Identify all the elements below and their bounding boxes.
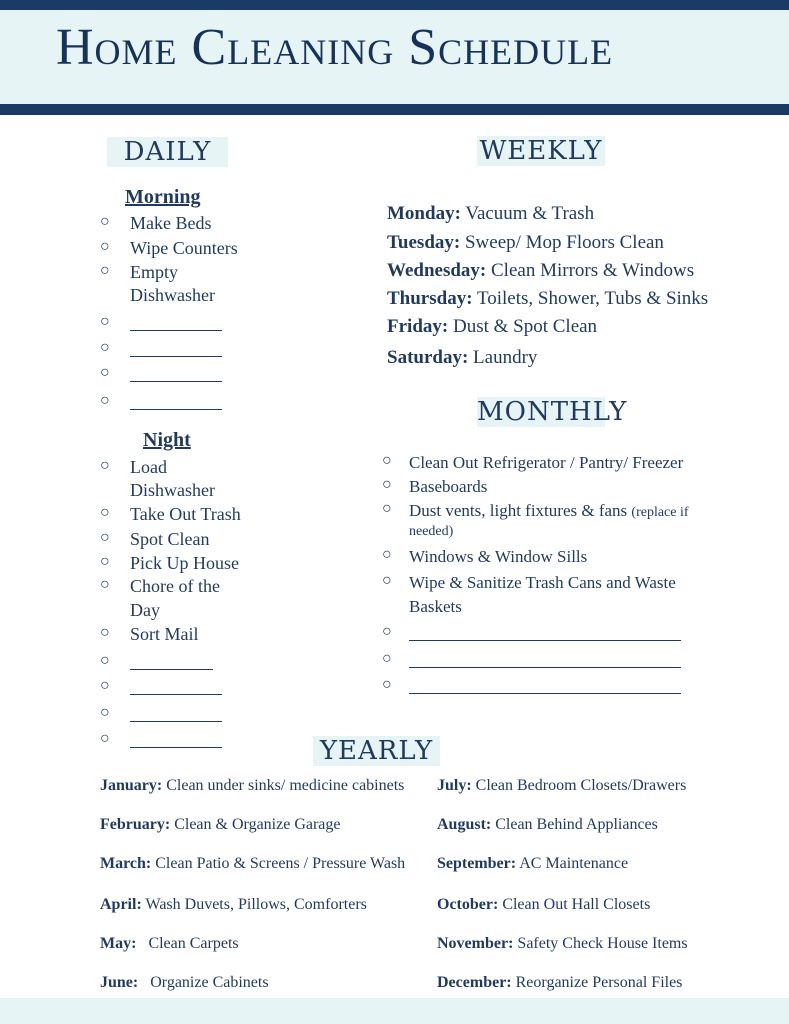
yearly-month: October: — [437, 896, 499, 913]
blank-line — [130, 356, 222, 357]
yearly-row — [100, 974, 269, 992]
yearly-label: YEARLY — [313, 736, 440, 766]
yearly-row — [437, 855, 628, 873]
yearly-row — [100, 777, 404, 795]
yearly-row — [437, 777, 686, 795]
yearly-task: Safety Check House Items — [517, 935, 688, 952]
yearly-month: September: — [437, 855, 517, 872]
morning-list — [100, 212, 300, 422]
bullet-icon: ○ — [100, 364, 110, 381]
bullet-icon: ○ — [382, 452, 392, 469]
night-list — [100, 456, 300, 756]
yearly-task: Organize Cabinets — [150, 974, 269, 991]
list-item-main: Dust vents, light fixtures & fans — [409, 501, 628, 520]
yearly-row — [437, 935, 688, 953]
bullet-icon: ○ — [100, 238, 110, 255]
bullet-icon: ○ — [100, 677, 110, 694]
list-item-label: Wipe & Sanitize Trash Cans and Waste — [409, 573, 676, 592]
yearly-task: Clean Bedroom Closets/Drawers — [475, 777, 687, 794]
list-item-label-cont: Dishwasher — [130, 480, 215, 500]
bullet-icon: ○ — [382, 623, 392, 640]
list-item-label: Chore of the — [130, 576, 220, 596]
list-item-note-cont: needed) — [409, 524, 454, 539]
weekly-day: Monday: — [387, 203, 461, 224]
yearly-row — [100, 896, 367, 914]
page-title: Home Cleaning Schedule — [56, 19, 614, 76]
blank-line — [409, 693, 681, 694]
list-item-label: Baseboards — [409, 477, 488, 496]
list-item-label: Load — [130, 457, 167, 477]
list-item-label: Windows & Window Sills — [409, 547, 588, 566]
yearly-task: Wash Duvets, Pillows, Comforters — [145, 896, 367, 913]
bullet-icon: ○ — [100, 313, 110, 330]
yearly-month: July: — [437, 777, 472, 794]
yearly-task: Clean Behind Appliances — [495, 816, 658, 833]
yearly-month: February: — [100, 816, 171, 833]
list-item-label: Clean Out Refrigerator / Pantry/ Freezer — [409, 453, 684, 472]
weekly-task: Toilets, Shower, Tubs & Sinks — [476, 288, 709, 309]
monthly-label: MONTHLY — [477, 397, 628, 427]
weekly-row — [387, 232, 664, 254]
list-item-label-cont: Day — [130, 600, 160, 620]
bullet-icon: ○ — [382, 650, 392, 667]
weekly-row — [387, 347, 537, 369]
bullet-icon: ○ — [100, 457, 110, 474]
list-item-label: Make Beds — [130, 213, 212, 233]
bullet-icon: ○ — [382, 676, 392, 693]
bullet-icon: ○ — [382, 572, 392, 589]
yearly-month: August: — [437, 816, 492, 833]
yearly-month: June: — [100, 974, 139, 991]
weekly-day: Saturday: — [387, 347, 469, 368]
bullet-icon: ○ — [100, 553, 110, 570]
bullet-icon: ○ — [382, 476, 392, 493]
bullet-icon: ○ — [100, 392, 110, 409]
yearly-row — [100, 855, 405, 873]
header-bottom-bar — [0, 104, 789, 115]
weekly-row — [387, 316, 597, 338]
weekly-task: Laundry — [473, 347, 538, 368]
yearly-row — [437, 896, 650, 914]
bullet-icon: ○ — [100, 529, 110, 546]
bullet-icon: ○ — [382, 500, 392, 517]
yearly-task: Clean & Organize Garage — [174, 816, 341, 833]
weekly-row — [387, 288, 708, 310]
blank-line — [130, 721, 222, 722]
weekly-day: Friday: — [387, 316, 449, 337]
bullet-icon: ○ — [100, 213, 110, 230]
weekly-row — [387, 203, 594, 225]
yearly-row — [100, 935, 239, 953]
weekly-day: Thursday: — [387, 288, 473, 309]
list-item-label: Sort Mail — [130, 624, 199, 644]
bullet-icon: ○ — [100, 576, 110, 593]
yearly-month: January: — [100, 777, 163, 794]
yearly-row — [100, 816, 341, 834]
yearly-row — [437, 816, 658, 834]
list-item-label: Wipe Counters — [130, 238, 238, 258]
blank-line — [409, 667, 681, 668]
list-item-label-cont: Baskets — [409, 597, 462, 616]
list-item-label: Spot Clean — [130, 529, 210, 549]
blank-line — [130, 669, 213, 670]
daily-label: DAILY — [107, 137, 228, 167]
list-item-label: Take Out Trash — [130, 504, 241, 524]
list-item-label: Empty — [130, 262, 178, 282]
list-item-label: Pick Up House — [130, 553, 239, 573]
monthly-list — [382, 451, 742, 701]
morning-heading: Morning — [125, 186, 201, 208]
list-item-label-cont: Dishwasher — [130, 285, 215, 305]
blank-line — [409, 640, 681, 641]
blank-line — [130, 409, 222, 410]
bullet-icon: ○ — [100, 730, 110, 747]
yearly-task: Clean Patio & Screens / Pressure Wash — [155, 855, 406, 872]
yearly-month: May: — [100, 935, 137, 952]
weekly-task: Clean Mirrors & Windows — [491, 260, 695, 281]
blank-line — [130, 747, 222, 748]
yearly-task: Clean under sinks/ medicine cabinets — [166, 777, 405, 794]
bullet-icon: ○ — [100, 652, 110, 669]
blank-line — [130, 381, 222, 382]
bullet-icon: ○ — [100, 624, 110, 641]
yearly-task: Clean Out Hall Closets — [502, 896, 651, 913]
yearly-task: Reorganize Personal Files — [515, 974, 683, 991]
yearly-month: December: — [437, 974, 512, 991]
footer-band — [0, 998, 789, 1024]
blank-line — [130, 330, 222, 331]
yearly-row — [437, 974, 682, 992]
bullet-icon: ○ — [100, 339, 110, 356]
yearly-task: Clean Carpets — [148, 935, 239, 952]
bullet-icon: ○ — [382, 546, 392, 563]
bullet-icon: ○ — [100, 504, 110, 521]
bullet-icon: ○ — [100, 704, 110, 721]
weekly-day: Tuesday: — [387, 232, 461, 253]
weekly-task: Dust & Spot Clean — [452, 316, 598, 337]
bullet-icon: ○ — [100, 262, 110, 279]
list-item-note: (replace if — [631, 505, 689, 520]
yearly-month: November: — [437, 935, 514, 952]
blank-line — [130, 694, 222, 695]
night-heading: Night — [143, 429, 191, 451]
weekly-task: Vacuum & Trash — [465, 203, 595, 224]
weekly-day: Wednesday: — [387, 260, 487, 281]
header-top-bar — [0, 0, 789, 10]
yearly-month: March: — [100, 855, 152, 872]
weekly-task: Sweep/ Mop Floors Clean — [464, 232, 664, 253]
yearly-month: April: — [100, 896, 142, 913]
weekly-row — [387, 260, 694, 282]
yearly-task: AC Maintenance — [519, 855, 629, 872]
weekly-label: WEEKLY — [477, 136, 605, 166]
